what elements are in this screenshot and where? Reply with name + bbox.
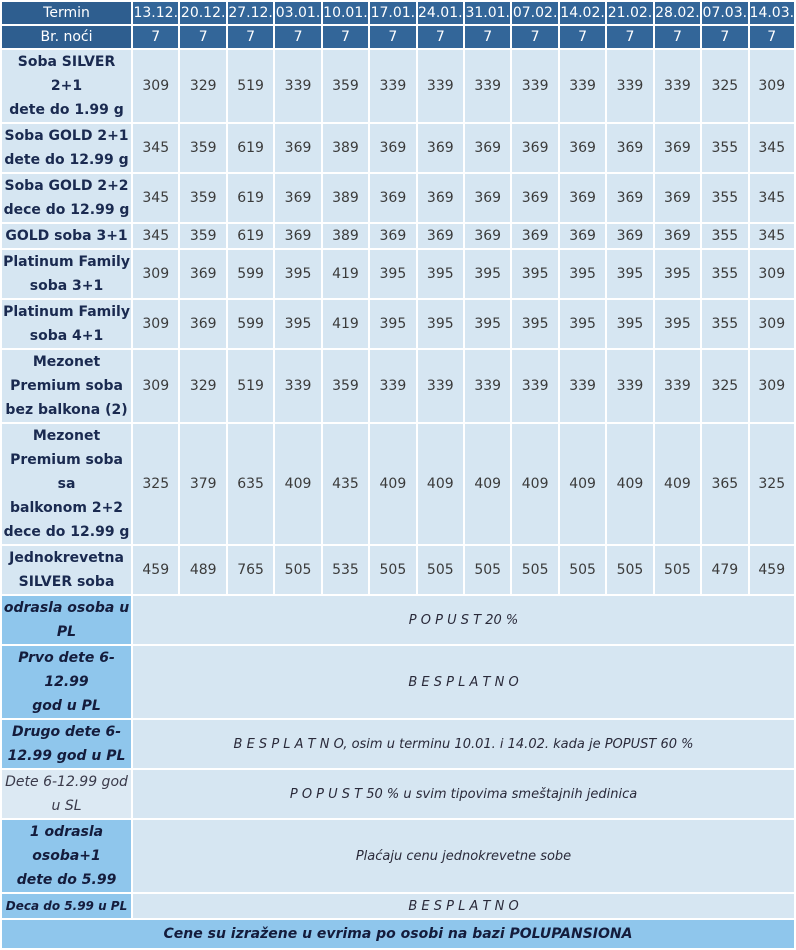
label-line: soba 3+1 <box>29 278 104 294</box>
room-name <box>2 224 131 248</box>
price-cell: 339 <box>370 50 415 122</box>
price-cell: 395 <box>560 250 605 298</box>
price-cell: 459 <box>750 546 794 594</box>
table-row <box>2 50 794 122</box>
date-cell: 14.02. <box>560 5 605 21</box>
price-cell: 369 <box>275 124 320 172</box>
price-cell: 435 <box>323 424 368 544</box>
date-cell: 14.03. <box>749 5 794 21</box>
price-cell: 369 <box>655 174 700 222</box>
label-line: Jednokrevetna <box>9 550 124 566</box>
nights-cell: 7 <box>483 29 493 45</box>
price-cell: 339 <box>655 50 700 122</box>
footer-row <box>2 920 794 948</box>
label-line: dete do 5.99 <box>16 872 117 888</box>
price-cell: 505 <box>370 546 415 594</box>
price-cell: 329 <box>180 50 225 122</box>
price-cell: 409 <box>465 424 510 544</box>
price-cell: 619 <box>228 174 273 222</box>
room-name <box>2 300 131 348</box>
table-row <box>2 250 794 298</box>
nights-cell: 7 <box>198 29 208 45</box>
price-cell: 339 <box>465 350 510 422</box>
price-cell: 369 <box>465 174 510 222</box>
price-cell: 369 <box>370 124 415 172</box>
room-name <box>2 546 131 594</box>
label-line: 1 odrasla osoba+1 <box>29 824 104 864</box>
price-cell: 339 <box>607 350 652 422</box>
price-cell: 409 <box>370 424 415 544</box>
price-cell: 395 <box>370 250 415 298</box>
label-line: odrasla osoba u PL <box>3 600 130 640</box>
nights-cell: 7 <box>340 29 350 45</box>
header-dates-row <box>2 2 794 24</box>
label-line: Platinum Family <box>3 254 130 270</box>
price-cell: 765 <box>228 546 273 594</box>
price-cell: 309 <box>750 300 794 348</box>
discount-value: B E S P L A T N O <box>133 894 794 918</box>
date-cell: 24.01. <box>418 5 463 21</box>
nights-cell: 7 <box>720 29 730 45</box>
price-cell: 599 <box>228 250 273 298</box>
price-cell: 369 <box>512 174 557 222</box>
price-cell: 409 <box>512 424 557 544</box>
price-cell: 369 <box>655 124 700 172</box>
nights-cell: 7 <box>578 29 588 45</box>
price-cell: 389 <box>323 174 368 222</box>
table-row <box>2 424 794 544</box>
price-cell: 395 <box>607 300 652 348</box>
price-cell: 369 <box>418 224 463 248</box>
date-cell: 07.02. <box>512 5 558 21</box>
label-line: soba 4+1 <box>29 328 104 344</box>
label-line: dete do 12.99 g <box>4 152 129 168</box>
price-cell: 369 <box>418 124 463 172</box>
price-cell: 395 <box>607 250 652 298</box>
room-name <box>2 424 131 544</box>
price-cell: 369 <box>607 224 652 248</box>
price-cell: 345 <box>750 224 794 248</box>
price-cell: 379 <box>180 424 225 544</box>
discount-value: P O P U S T 20 % <box>133 596 794 644</box>
price-cell: 369 <box>560 224 605 248</box>
price-cell: 369 <box>607 124 652 172</box>
price-cell: 339 <box>512 50 557 122</box>
discount-row <box>2 894 794 918</box>
price-cell: 519 <box>228 350 273 422</box>
price-cell: 359 <box>323 50 368 122</box>
price-cell: 369 <box>370 174 415 222</box>
label-line: Premium soba sa <box>10 452 123 492</box>
date-cell: 31.01. <box>465 5 510 21</box>
nights-cell: 7 <box>151 29 161 45</box>
price-cell: 359 <box>180 124 225 172</box>
price-cell: 459 <box>133 546 178 594</box>
price-cell: 325 <box>750 424 794 544</box>
table-row <box>2 546 794 594</box>
price-cell: 339 <box>607 50 652 122</box>
nights-cell: 7 <box>672 29 682 45</box>
date-cell: 03.01. <box>275 5 321 21</box>
room-name <box>2 124 131 172</box>
label-line: Deca do 5.99 u PL <box>5 899 128 913</box>
price-cell: 409 <box>560 424 605 544</box>
discount-value: B E S P L A T N O, osim u terminu 10.01. i 14.02. kada je POPUST 60 % <box>133 720 794 768</box>
price-cell: 635 <box>228 424 273 544</box>
room-name <box>2 350 131 422</box>
price-cell: 419 <box>323 250 368 298</box>
price-cell: 365 <box>702 424 747 544</box>
price-cell: 409 <box>607 424 652 544</box>
discount-row <box>2 770 794 818</box>
price-cell: 395 <box>465 300 510 348</box>
price-cell: 369 <box>465 224 510 248</box>
price-cell: 395 <box>512 250 557 298</box>
date-cell: 17.01. <box>370 5 416 21</box>
price-cell: 339 <box>560 350 605 422</box>
label-line: Platinum Family <box>3 304 130 320</box>
nights-cell: 7 <box>625 29 635 45</box>
price-cell: 339 <box>418 350 463 422</box>
price-cell: 369 <box>465 124 510 172</box>
label-line: Drugo dete 6- <box>11 724 122 740</box>
price-cell: 419 <box>323 300 368 348</box>
room-name <box>2 50 131 122</box>
price-cell: 395 <box>560 300 605 348</box>
price-cell: 395 <box>512 300 557 348</box>
price-cell: 309 <box>750 50 794 122</box>
price-cell: 329 <box>180 350 225 422</box>
price-cell: 325 <box>702 50 747 122</box>
price-cell: 395 <box>655 300 700 348</box>
label-line: GOLD soba 3+1 <box>5 228 128 244</box>
price-cell: 395 <box>275 300 320 348</box>
label-line: 12.99 god u PL <box>7 748 126 764</box>
discount-label <box>2 596 131 644</box>
price-cell: 325 <box>702 350 747 422</box>
price-cell: 479 <box>702 546 747 594</box>
label-line: bez balkona (2) <box>5 402 128 418</box>
label-line: balkonom 2+2 <box>9 500 124 516</box>
price-cell: 369 <box>560 174 605 222</box>
price-cell: 355 <box>702 224 747 248</box>
price-cell: 369 <box>418 174 463 222</box>
discount-value: B E S P L A T N O <box>133 646 794 718</box>
table-row <box>2 224 794 248</box>
label-line: Mezonet <box>32 428 101 444</box>
price-cell: 369 <box>512 224 557 248</box>
price-cell: 369 <box>560 124 605 172</box>
price-cell: 339 <box>560 50 605 122</box>
price-cell: 309 <box>133 50 178 122</box>
price-cell: 409 <box>655 424 700 544</box>
price-cell: 339 <box>465 50 510 122</box>
price-cell: 369 <box>180 250 225 298</box>
nights-cell: 7 <box>767 29 777 45</box>
room-name <box>2 174 131 222</box>
price-cell: 505 <box>560 546 605 594</box>
label-line: Soba GOLD 2+2 <box>4 178 129 194</box>
price-cell: 345 <box>133 224 178 248</box>
discount-label <box>2 646 131 718</box>
price-cell: 369 <box>370 224 415 248</box>
price-cell: 505 <box>275 546 320 594</box>
label-line: Soba SILVER 2+1 <box>17 54 116 94</box>
price-cell: 339 <box>655 350 700 422</box>
price-cell: 395 <box>465 250 510 298</box>
nights-cell: 7 <box>530 29 540 45</box>
discount-label <box>2 720 131 768</box>
price-cell: 359 <box>323 350 368 422</box>
price-cell: 505 <box>607 546 652 594</box>
label-line: Prvo dete 6-12.99 <box>18 650 115 690</box>
nights-label: Br. noći <box>2 26 131 48</box>
price-cell: 535 <box>323 546 368 594</box>
price-cell: 355 <box>702 300 747 348</box>
price-cell: 309 <box>133 350 178 422</box>
price-cell: 359 <box>180 174 225 222</box>
price-cell: 369 <box>512 124 557 172</box>
table-row <box>2 300 794 348</box>
price-cell: 395 <box>275 250 320 298</box>
discount-row <box>2 720 794 768</box>
price-cell: 339 <box>512 350 557 422</box>
discount-value: Plaćaju cenu jednokrevetne sobe <box>133 820 794 892</box>
price-cell: 345 <box>133 124 178 172</box>
price-cell: 505 <box>655 546 700 594</box>
price-cell: 345 <box>750 174 794 222</box>
price-cell: 505 <box>418 546 463 594</box>
price-cell: 389 <box>323 124 368 172</box>
price-cell: 619 <box>228 224 273 248</box>
price-cell: 345 <box>133 174 178 222</box>
label-line: Dete 6-12.99 god <box>5 774 128 790</box>
header-nights-row <box>2 26 794 48</box>
table-row <box>2 350 794 422</box>
price-cell: 505 <box>465 546 510 594</box>
date-cell: 10.01. <box>323 5 368 21</box>
table-row <box>2 174 794 222</box>
price-cell: 599 <box>228 300 273 348</box>
date-cell: 28.02. <box>655 5 700 21</box>
label-line: dete do 1.99 g <box>9 102 124 118</box>
discount-label <box>2 820 131 892</box>
date-cell: 20.12. <box>180 5 226 21</box>
price-cell: 519 <box>228 50 273 122</box>
nights-cell: 7 <box>388 29 398 45</box>
label-line: Soba GOLD 2+1 <box>4 128 129 144</box>
discount-row <box>2 820 794 892</box>
price-cell: 395 <box>655 250 700 298</box>
price-cell: 369 <box>275 174 320 222</box>
label-line: god u PL <box>32 698 101 714</box>
date-cell: 21.02. <box>607 5 653 21</box>
discount-label <box>2 894 131 918</box>
price-cell: 325 <box>133 424 178 544</box>
price-cell: 309 <box>133 300 178 348</box>
discount-label <box>2 770 131 818</box>
date-cell: 27.12. <box>228 5 273 21</box>
price-cell: 619 <box>228 124 273 172</box>
price-cell: 395 <box>370 300 415 348</box>
label-line: dece do 12.99 g <box>3 202 130 218</box>
date-cell: 07.03. <box>702 5 748 21</box>
price-cell: 339 <box>275 50 320 122</box>
price-cell: 355 <box>702 250 747 298</box>
price-cell: 339 <box>370 350 415 422</box>
label-line: dece do 12.99 g <box>3 524 130 540</box>
discount-value: P O P U S T 50 % u svim tipovima smeštajnih jedinica <box>133 770 794 818</box>
price-cell: 309 <box>750 350 794 422</box>
price-cell: 369 <box>275 224 320 248</box>
price-cell: 395 <box>418 300 463 348</box>
nights-cell: 7 <box>435 29 445 45</box>
label-line: u SL <box>51 798 82 814</box>
price-cell: 355 <box>702 174 747 222</box>
label-line: Premium soba <box>10 378 123 394</box>
price-cell: 395 <box>418 250 463 298</box>
footer-note: Cene su izražene u evrima po osobi na bazi POLUPANSIONA <box>2 920 794 948</box>
price-cell: 505 <box>512 546 557 594</box>
price-cell: 369 <box>607 174 652 222</box>
price-cell: 309 <box>133 250 178 298</box>
price-cell: 409 <box>275 424 320 544</box>
nights-cell: 7 <box>293 29 303 45</box>
price-cell: 355 <box>702 124 747 172</box>
table-row <box>2 124 794 172</box>
termin-label: Termin <box>2 2 131 24</box>
price-cell: 345 <box>750 124 794 172</box>
room-name <box>2 250 131 298</box>
date-cell: 13.12. <box>133 5 179 21</box>
price-cell: 369 <box>180 300 225 348</box>
label-line: Mezonet <box>32 354 101 370</box>
price-cell: 389 <box>323 224 368 248</box>
discount-row <box>2 596 794 644</box>
price-cell: 409 <box>418 424 463 544</box>
discount-row <box>2 646 794 718</box>
price-cell: 489 <box>180 546 225 594</box>
price-cell: 339 <box>275 350 320 422</box>
price-cell: 309 <box>750 250 794 298</box>
price-cell: 339 <box>418 50 463 122</box>
label-line: SILVER soba <box>18 574 115 590</box>
price-cell: 359 <box>180 224 225 248</box>
nights-cell: 7 <box>246 29 256 45</box>
price-cell: 369 <box>655 224 700 248</box>
